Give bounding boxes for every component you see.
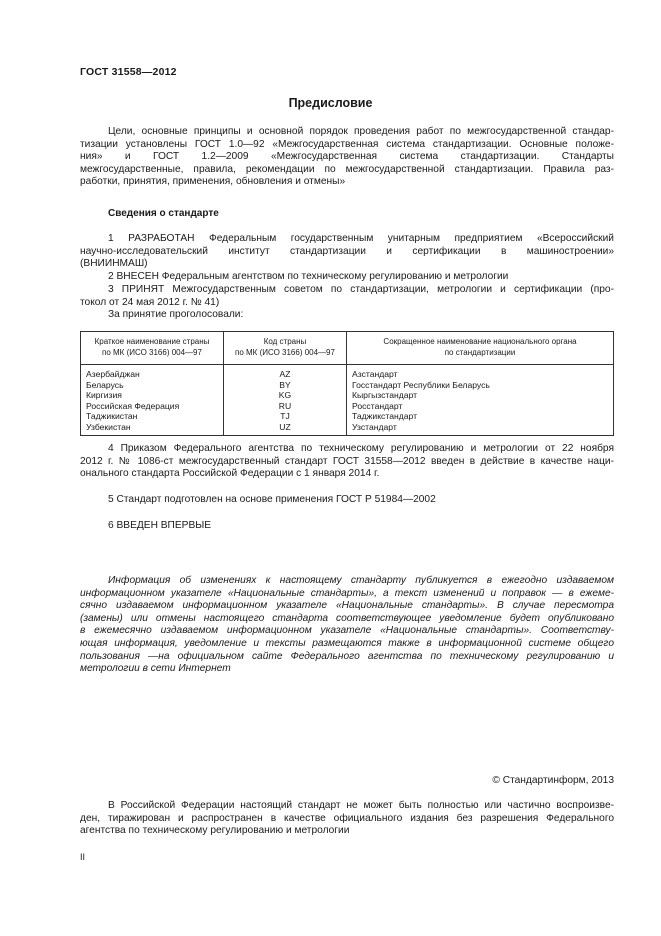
- amendments-info: [80, 575, 614, 676]
- header-code: [224, 332, 347, 365]
- table-body-row: [81, 365, 614, 436]
- text-line: ния» и ГОСТ 1.2—2009 «Межгосударственная система стандартизации. Стандарты: [80, 151, 614, 163]
- header-body: [347, 332, 614, 365]
- country-code: BY: [279, 379, 291, 390]
- country-code: UZ: [279, 421, 291, 432]
- item-5: [80, 494, 614, 507]
- text-line: 2 ВНЕСЕН Федеральным агентством по техническому регулированию и метрологии: [108, 271, 509, 282]
- text-line: научно-исследовательский институт стандартизации и сертификации в машиностроении»: [80, 245, 614, 257]
- text-line: Информация об изменениях к настоящему стандарту публикуется в ежегодно издаваемом: [108, 575, 614, 586]
- text-line: Цели, основные принципы и основной порядок проведения работ по межгосударственной стандар-: [108, 126, 614, 137]
- country-code: KG: [278, 390, 292, 400]
- text-line: 6 ВВЕДЕН ВПЕРВЫЕ: [108, 520, 212, 531]
- vote-label: [80, 309, 614, 322]
- country-code: TJ: [280, 411, 290, 421]
- header-text: Сокращенное наименование национального органа: [383, 337, 577, 346]
- header-text: по стандартизации: [444, 347, 516, 357]
- header-text: Краткое наименование страны: [94, 337, 210, 346]
- text-line: (замены) или отмены настоящего стандарта соответствующее уведомление будет опубликовано: [80, 612, 614, 624]
- text-line: 1 РАЗРАБОТАН Федеральным государственным унитарным предприятием «Всероссийский: [108, 233, 614, 244]
- table-header-row: [81, 332, 614, 365]
- copyright: © Стандартинформ, 2013: [492, 775, 614, 786]
- intro-paragraph: [80, 126, 614, 189]
- national-body: Госстандарт Республики Беларусь: [352, 379, 490, 390]
- header-text: по МК (ИСО 3166) 004—97: [235, 347, 335, 357]
- page-number: II: [80, 852, 86, 862]
- text-line: информационном указателе «Национальные стандарты», а текст изменений и поправок — в ежеме-: [80, 587, 614, 599]
- text-line: метрологии в сети Интернет: [80, 663, 231, 675]
- header-text: по МК (ИСО 3166) 004—97: [102, 347, 202, 357]
- text-line: (ВНИИНМАШ): [80, 258, 148, 270]
- text-line: токол от 24 мая 2012 г. № 41): [80, 296, 220, 308]
- reproduction-notice: [80, 800, 614, 838]
- header-country: [81, 332, 224, 365]
- text-line: За принятие проголосовали:: [108, 309, 244, 320]
- text-line: межгосударственные, правила, рекомендации по межгосударственной стандартизации. Правила раз-: [80, 163, 614, 175]
- country-name: Таджикистан: [86, 411, 138, 421]
- page-title: Предисловие: [288, 96, 373, 110]
- country-name: Азербайджан: [86, 369, 140, 379]
- text-line: 2012 г. № 1086-ст межгосударственный стандарт ГОСТ 31558—2012 введен в действие в качестве наци-: [80, 455, 614, 467]
- country-column: [81, 365, 224, 436]
- text-line: ющая информация, уведомление и тексты размещаются также в информационной системе общего: [80, 637, 614, 649]
- item-6: [80, 520, 614, 533]
- header-text: Код страны: [263, 337, 307, 346]
- national-body: Таджикстандарт: [352, 411, 418, 421]
- text-line: работки, принятия, применения, обновления и отмены»: [80, 176, 346, 188]
- national-body: Азстандарт: [352, 369, 398, 379]
- text-line: 5 Стандарт подготовлен на основе применения ГОСТ Р 51984—2002: [108, 494, 436, 505]
- section-title: Сведения о стандарте: [108, 208, 219, 219]
- text-line: агентства по техническому регулированию и метрологии: [80, 825, 350, 837]
- text-line: в ежемесячно издаваемом информационном указателе «Национальные стандарты». Соответству-: [80, 625, 614, 637]
- country-code: AZ: [279, 369, 291, 379]
- country-name: Российская Федерация: [86, 400, 180, 411]
- voting-table: [80, 331, 614, 436]
- national-body: Кыргызстандарт: [352, 390, 418, 400]
- text-line: тизации установлены ГОСТ 1.0—92 «Межгосударственная система стандартизации. Основные положе-: [80, 138, 614, 150]
- item-1: [80, 233, 614, 271]
- country-name: Беларусь: [86, 379, 124, 390]
- item-2: [80, 271, 614, 284]
- item-3: [80, 284, 614, 309]
- text-line: 3 ПРИНЯТ Межгосударственным советом по стандартизации, метрологии и сертификации (про-: [108, 284, 614, 295]
- text-line: сячно издаваемом информационном указателе «Национальные стандарты». В случае пересмотра: [80, 600, 614, 612]
- body-column: [347, 365, 614, 436]
- text-line: 4 Приказом Федерального агентства по техническому регулированию и метрологии от 22 ноября: [108, 443, 614, 454]
- country-name: Киргизия: [86, 390, 122, 400]
- code-column: [224, 365, 347, 436]
- country-name: Узбекистан: [86, 421, 131, 432]
- item-4: [80, 443, 614, 481]
- text-line: онального стандарта Российской Федерации с 1 января 2014 г.: [80, 468, 380, 480]
- text-line: ден, тиражирован и распространен в качестве официального издания без разрешения Федерального: [80, 812, 614, 824]
- standard-id: ГОСТ 31558—2012: [80, 66, 177, 78]
- national-body: Узстандарт: [352, 421, 397, 432]
- text-line: В Российской Федерации настоящий стандарт не может быть полностью или частично воспроизве-: [108, 800, 614, 811]
- country-code: RU: [278, 400, 292, 411]
- national-body: Росстандарт: [352, 400, 403, 411]
- text-line: пользования —на официальном сайте Федерального агентства по техническому регулированию и: [80, 650, 614, 662]
